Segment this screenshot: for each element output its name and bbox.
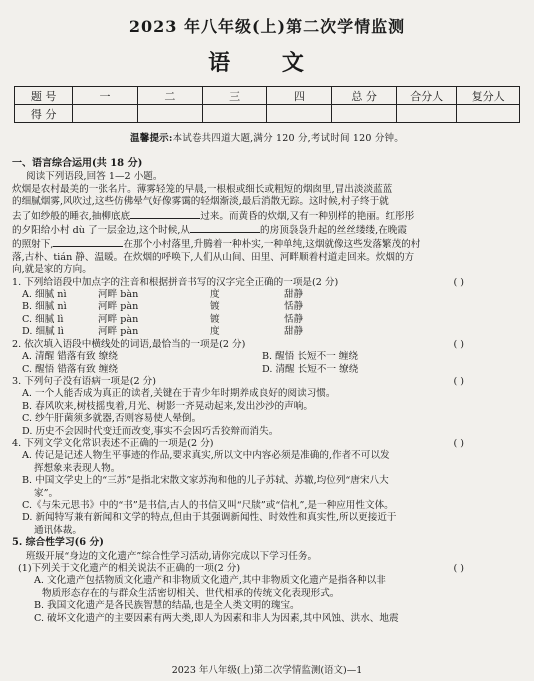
option-text: B. 春风吹来,树枝摇曳着,月光、树影一齐晃动起来,发出沙沙的声响。 — [22, 400, 313, 412]
q5-intro: 班级开展“身边的文化遗产”综合性学习活动,请你完成以下学习任务。 — [26, 550, 318, 562]
option-text: D. 清醒 长短不一 缭绕 — [262, 363, 359, 375]
option-text: 恬静 — [284, 313, 304, 325]
passage-line: 的细腻烟雾,风吹过,这些仿佛晕气好像雾霭的轻烟渐淡,最后消散无踪。这时候,村子终于就 — [12, 196, 389, 208]
option-text: A. 传记是记述人物生平事迹的作品,要求真实,所以文中内容必须是准确的,作者不可以发 — [22, 450, 390, 462]
q2-option-row — [12, 364, 524, 376]
section-title: 一、语言综合运用(共 18 分) — [12, 158, 143, 169]
score-input-cell[interactable] — [332, 105, 397, 123]
question-stem: 1. 下列给语段中加点字的注音和根据拼音书写的汉字完全正确的一项是(2 分) — [12, 276, 339, 288]
score-input-cell[interactable] — [202, 105, 267, 123]
option-text: 河畔 pàn — [98, 313, 139, 325]
option-text: A. 细腻 nì — [22, 289, 67, 301]
passage-fragment: 的房顶袅袅升起的丝丝缕缕,在晚霞 — [260, 225, 407, 237]
option-text: 家”。 — [34, 487, 59, 499]
subject-title: 语 文 — [208, 50, 326, 76]
passage-line: 落,古朴、tián 静、温暖。在炊烟的呼唤下,人们从山间、田里、河畔顺着村道走回来。炊烟的方 — [12, 251, 415, 263]
q1-option-row — [12, 289, 524, 301]
answer-paren[interactable]: ( ) — [453, 338, 464, 350]
score-table-header-row — [15, 87, 520, 105]
passage-fragment: 的照射下, — [12, 239, 54, 251]
question-3 — [12, 376, 524, 388]
option-text: 通讯体裁。 — [34, 524, 82, 536]
passage-line — [12, 237, 524, 251]
q1-option-row — [12, 326, 524, 338]
score-input-cell[interactable] — [397, 105, 457, 123]
answer-paren[interactable]: ( ) — [453, 375, 464, 387]
score-table-score-row — [15, 105, 520, 123]
exam-content — [12, 158, 524, 625]
option-text: 甜静 — [284, 326, 304, 338]
option-text: 恬静 — [284, 301, 304, 313]
notice-label: 温馨提示: — [130, 133, 173, 144]
passage-line — [12, 223, 524, 237]
option-text: A. 清醒 错落有致 缭绕 — [22, 351, 118, 363]
option-text: C. 破坏文化遗产的主要因素有两大类,即人为因素和非人为因素,其中风蚀、洪水、地震 — [34, 612, 399, 624]
answer-blank[interactable] — [190, 223, 260, 233]
option-text: B. 我国文化遗产是各民族智慧的结晶,也是全人类文明的瑰宝。 — [34, 600, 300, 612]
option-text: B. 醒悟 长短不一 缠绕 — [262, 351, 358, 363]
option-text: 河畔 pàn — [98, 326, 139, 338]
passage-fragment: 过来。而黄昏的炊烟,又有一种别样的艳丽。红彤彤 — [200, 210, 415, 222]
question-5: 5. 综合性学习(6 分) — [12, 537, 104, 549]
score-input-cell[interactable] — [73, 105, 138, 123]
exam-notice — [0, 130, 534, 144]
option-text: C. 醒悟 错落有致 缠绕 — [22, 363, 118, 375]
option-text: 河畔 bàn — [98, 289, 139, 301]
answer-paren[interactable]: ( ) — [453, 276, 464, 288]
score-cell: 合分人 — [397, 87, 457, 105]
reading-passage — [12, 184, 524, 277]
option-text: C. 细腻 lì — [22, 313, 64, 325]
page-footer: 2023 年八年级(上)第二次学情监测(语文)—1 — [171, 665, 363, 676]
passage-fragment: 在那个小村落里,升腾着一种朴实,一种单纯,这烟就像这些发落繁茂的村 — [123, 239, 421, 251]
score-cell: 题 号 — [15, 87, 73, 105]
option-text: 镀 — [210, 313, 220, 325]
option-text: 挥想象来表现人物。 — [34, 462, 121, 474]
q1-option-row — [12, 301, 524, 313]
option-text: B. 中国文学史上的“三苏”是指北宋散文家苏洵和他的儿子苏轼、苏辙,均位列“唐宋八大 — [22, 475, 389, 487]
answer-blank[interactable] — [130, 209, 200, 219]
option-text: A. 一个人能否成为真正的读者,关键在于青少年时期养成良好的阅读习惯。 — [22, 388, 336, 400]
exam-title: 2023 年八年级(上)第二次学情监测 — [128, 17, 406, 36]
question-2 — [12, 339, 524, 351]
option-text: 度 — [210, 326, 220, 338]
passage-fragment: 去了如纱般的睡衣,抽柳底底 — [12, 210, 131, 222]
answer-blank[interactable] — [53, 237, 123, 247]
score-cell: 一 — [73, 87, 138, 105]
option-text: 度 — [210, 289, 220, 301]
question-5-sub1 — [12, 563, 524, 575]
score-input-cell[interactable] — [137, 105, 202, 123]
score-cell: 复分人 — [457, 87, 520, 105]
option-text: 镀 — [210, 301, 220, 313]
score-cell: 三 — [202, 87, 267, 105]
score-table — [14, 86, 520, 123]
score-input-cell[interactable] — [457, 105, 520, 123]
score-cell: 二 — [137, 87, 202, 105]
question-1 — [12, 277, 524, 289]
passage-line: 向,就是家的方向。 — [12, 264, 92, 276]
reading-intro: 阅读下列语段,回答 1—2 小题。 — [26, 171, 163, 183]
option-text: 河畔 pàn — [98, 301, 139, 313]
score-cell: 四 — [267, 87, 332, 105]
option-text: A. 文化遗产包括物质文化遗产和非物质文化遗产,其中非物质文化遗产是指各种以非 — [34, 575, 386, 587]
option-text: D. 细腻 lì — [22, 326, 64, 338]
passage-fragment: 的夕阳给小村 dù 了一层金边,这个时候,从 — [12, 225, 191, 237]
answer-paren[interactable]: ( ) — [453, 563, 464, 574]
option-text: C.《与朱元思书》中的“书”是书信,古人的书信又叫“尺牍”或“信札”,是一种应用性文体。 — [22, 499, 394, 511]
q2-option-row — [12, 351, 524, 363]
score-cell: 总 分 — [332, 87, 397, 105]
passage-line: 炊烟是农村最美的一张名片。薄雾轻笼的早晨,一根根或细长或粗短的烟囱里,冒出淡淡蓝蓝 — [12, 183, 393, 195]
option-text: D. 历史不会因时代变迁而改变,事实不会因巧舌狡辩而消失。 — [22, 425, 279, 437]
option-text: B. 细腻 nì — [22, 301, 67, 313]
q1-option-row — [12, 314, 524, 326]
question-stem: (1)下列关于文化遗产的相关说法不正确的一项(2 分) — [18, 563, 241, 574]
option-text: 物质形态存在的与群众生活密切相关、世代相承的传统文化表现形式。 — [42, 587, 340, 599]
option-text: C. 纱午肝菌须多就器,否则容易使人晕倒。 — [22, 413, 202, 425]
question-stem: 2. 依次填入语段中横线处的词语,最恰当的一项是(2 分) — [12, 338, 246, 350]
notice-text: 本试卷共四道大题,满分 120 分,考试时间 120 分钟。 — [172, 133, 404, 144]
option-text: D. 新闻特写兼有新闻和文学的特点,但由于其强调新闻性、时效性和真实性,所以更接近于 — [22, 512, 397, 524]
answer-paren[interactable]: ( ) — [453, 437, 464, 449]
question-4 — [12, 438, 524, 450]
option-text: 甜静 — [284, 289, 304, 301]
score-input-cell[interactable] — [267, 105, 332, 123]
question-stem: 4. 下列文学文化常识表述不正确的一项是(2 分) — [12, 437, 214, 449]
score-cell: 得 分 — [15, 105, 73, 123]
question-stem: 3. 下列句子没有语病一项是(2 分) — [12, 375, 156, 387]
passage-line — [12, 209, 524, 223]
